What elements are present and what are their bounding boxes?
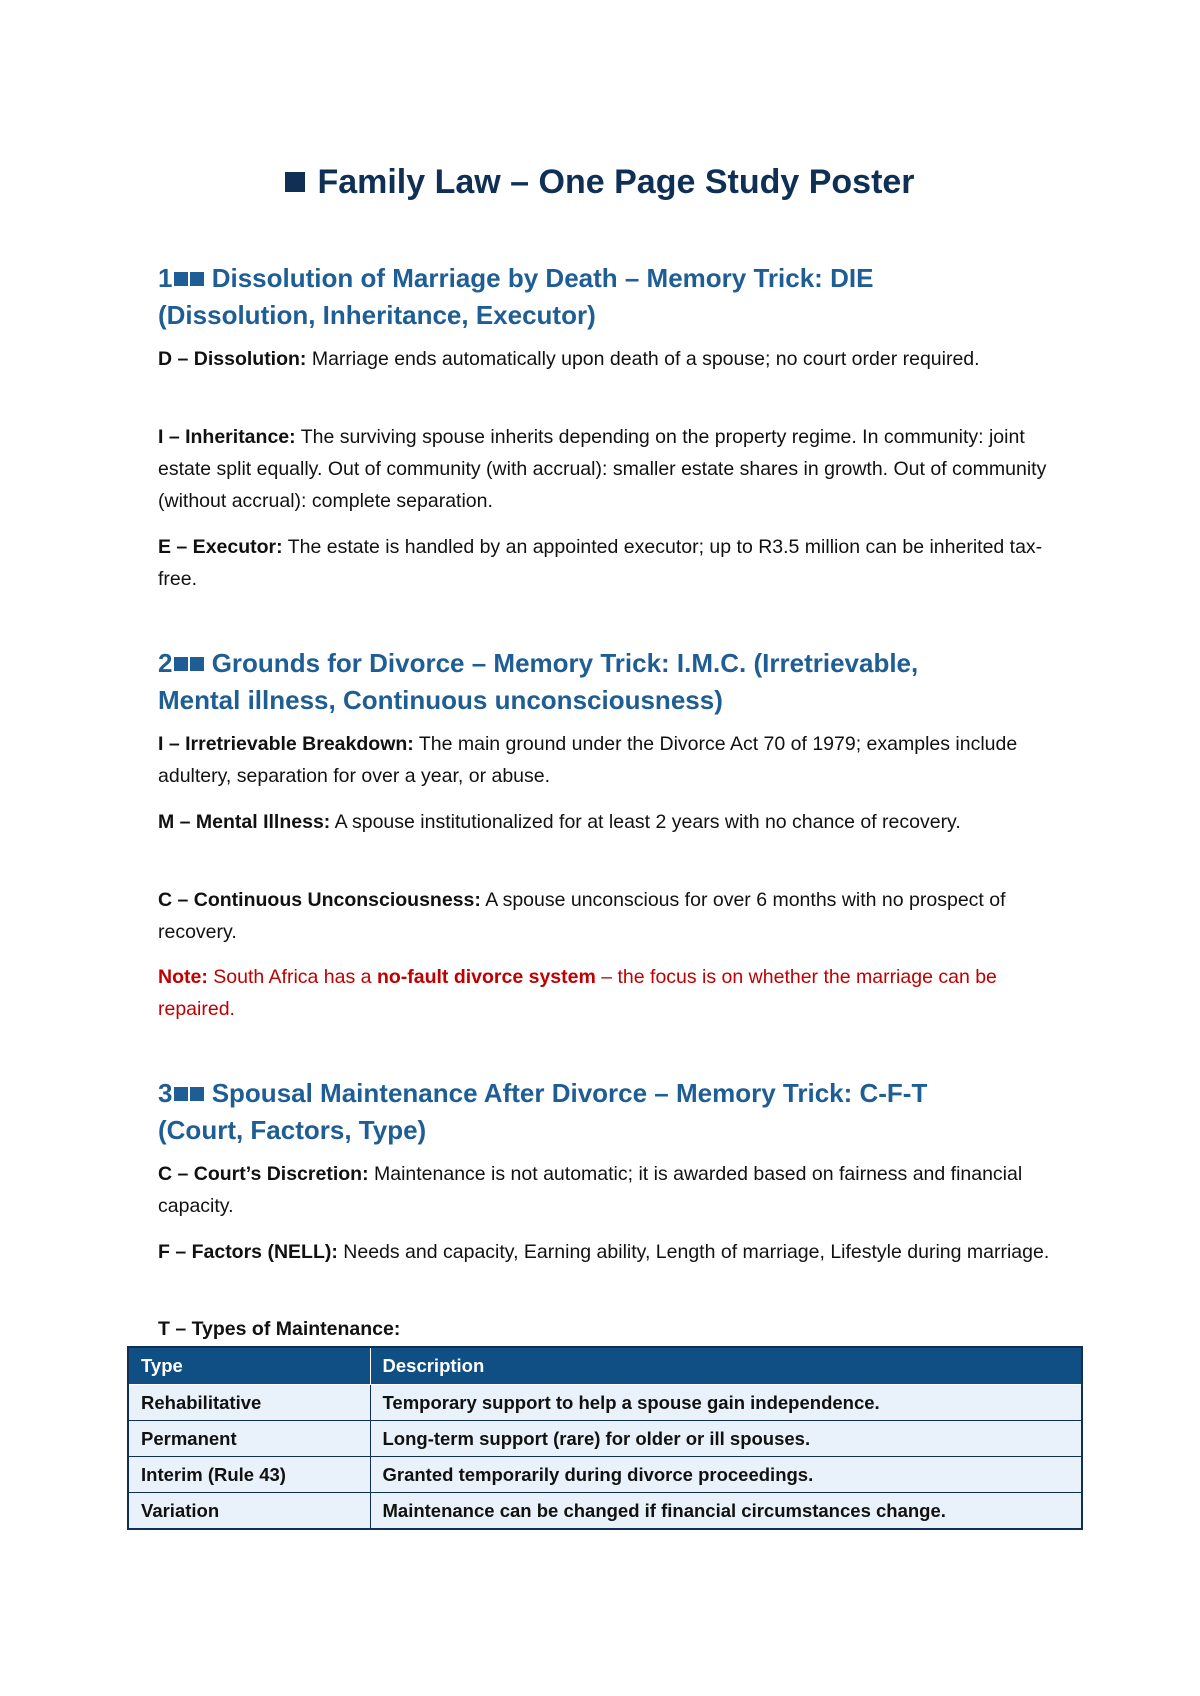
item-text: A spouse institutionalized for at least 2 years with no chance of recovery.: [330, 811, 961, 833]
table-cell: Interim (Rule 43): [128, 1457, 370, 1493]
table-row: [128, 1421, 1082, 1457]
item-text: Needs and capacity, Earning ability, Length of marriage, Lifestyle during marriage.: [337, 1241, 1050, 1263]
square-bullet-icon: [190, 657, 204, 671]
item-label: D – Dissolution:: [158, 348, 307, 370]
section-heading-line: Mental illness, Continuous unconsciousness): [158, 685, 723, 715]
page-title-text: Family Law – One Page Study Poster: [317, 163, 915, 201]
square-bullet-icon: [174, 1087, 188, 1101]
list-item: [158, 531, 1058, 595]
section-heading-line: (Court, Factors, Type): [158, 1115, 427, 1145]
item-label: C – Court’s Discretion:: [158, 1163, 369, 1185]
list-item: [158, 806, 1058, 838]
table-cell: Variation: [128, 1493, 370, 1530]
item-text: Maintenance is not automatic; it is awarded based on fairness and financial capacity.: [158, 1163, 1023, 1217]
item-label: F – Factors (NELL):: [158, 1241, 338, 1263]
note-label: Note:: [158, 966, 208, 988]
note-text: South Africa has a: [207, 966, 377, 988]
item-label: I – Inheritance:: [158, 426, 296, 448]
note-text: – the focus is on whether the marriage can be repaired.: [158, 966, 997, 1020]
table-cell: Maintenance can be changed if financial circumstances change.: [370, 1493, 1082, 1530]
square-bullet-icon: [190, 1087, 204, 1101]
list-item: [158, 1236, 1058, 1268]
square-bullet-icon: [174, 657, 188, 671]
list-item: [158, 728, 1058, 792]
table-row: [128, 1493, 1082, 1530]
table-row: [128, 1385, 1082, 1421]
list-item: [158, 421, 1058, 517]
square-bullet-icon: [285, 172, 305, 192]
item-label: I – Irretrievable Breakdown:: [158, 733, 414, 755]
note-emphasis: no-fault divorce system: [376, 966, 596, 988]
list-item: [158, 343, 1058, 375]
page-title: [0, 158, 1200, 206]
item-text: The surviving spouse inherits depending on the property regime. In community: joint estate split equally. Out of community (with accrual): smaller estate shares in growth. Out of community (without accrual): complete separation.: [158, 426, 1047, 512]
table-cell: Long-term support (rare) for older or ill spouses.: [370, 1421, 1082, 1457]
item-label: E – Executor:: [158, 536, 283, 558]
column-header-type: Type: [128, 1347, 370, 1385]
table-header-row: [128, 1347, 1082, 1385]
item-label: M – Mental Illness:: [158, 811, 331, 833]
square-bullet-icon: [174, 272, 188, 286]
section-number: 2: [158, 648, 173, 678]
list-item: [158, 884, 1058, 948]
table-row: [128, 1457, 1082, 1493]
item-text: The estate is handled by an appointed executor; up to R3.5 million can be inherited tax-free.: [158, 536, 1043, 590]
item-label: T – Types of Maintenance:: [158, 1318, 401, 1340]
section-heading-line: (Dissolution, Inheritance, Executor): [158, 300, 596, 330]
table-cell: Rehabilitative: [128, 1385, 370, 1421]
section-heading-line: Grounds for Divorce – Memory Trick: I.M.C. (Irretrievable,: [211, 648, 919, 678]
section-2-heading: [158, 645, 1058, 719]
section-number: 1: [158, 263, 173, 293]
square-bullet-icon: [190, 272, 204, 286]
maintenance-types-table: [127, 1346, 1083, 1530]
section-1-heading: [158, 260, 1058, 334]
item-text: Marriage ends automatically upon death of a spouse; no court order required.: [306, 348, 980, 370]
section-number: 3: [158, 1078, 173, 1108]
table-cell: Permanent: [128, 1421, 370, 1457]
note-callout: [158, 961, 1058, 1025]
item-text: The main ground under the Divorce Act 70 of 1979; examples include adultery, separation for over a year, or abuse.: [158, 733, 1018, 787]
section-heading-line: Dissolution of Marriage by Death – Memory Trick: DIE: [211, 263, 874, 293]
section-heading-line: Spousal Maintenance After Divorce – Memory Trick: C-F-T: [211, 1078, 928, 1108]
section-3-heading: [158, 1075, 1058, 1149]
table-cell: Temporary support to help a spouse gain independence.: [370, 1385, 1082, 1421]
list-item: [158, 1158, 1058, 1222]
item-text: A spouse unconscious for over 6 months with no prospect of recovery.: [158, 889, 1006, 943]
table-cell: Granted temporarily during divorce proceedings.: [370, 1457, 1082, 1493]
item-label: C – Continuous Unconsciousness:: [158, 889, 481, 911]
list-item: [158, 1313, 1058, 1345]
column-header-description: Description: [370, 1347, 1082, 1385]
